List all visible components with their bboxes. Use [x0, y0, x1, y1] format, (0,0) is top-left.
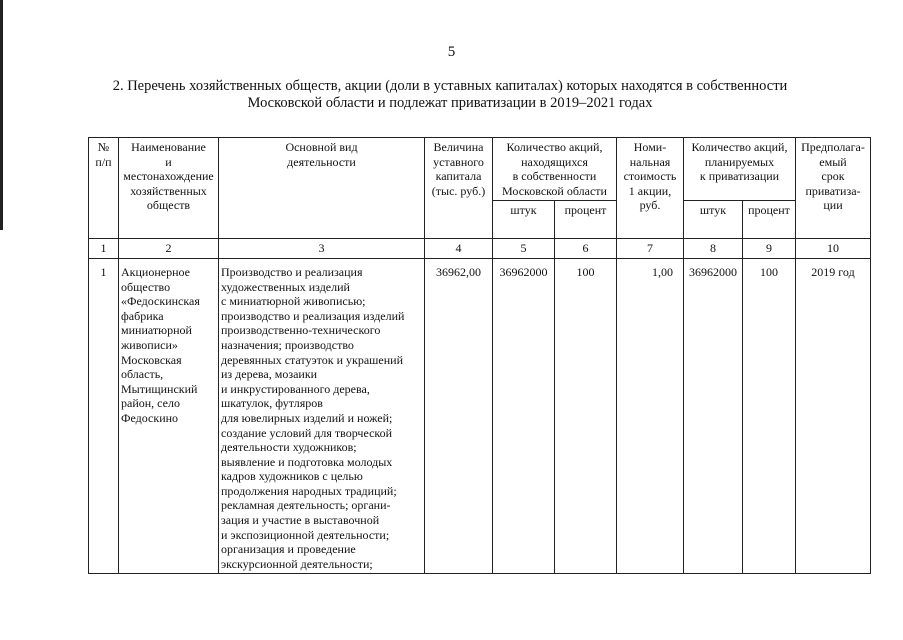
table-row: [89, 258, 871, 573]
heading-line-2: Московской области и подлежат приватизации в 2019–2021 годах: [247, 95, 653, 111]
header-activity: Основной вид деятельности: [219, 138, 425, 239]
row-owned-pieces: 36962000: [493, 258, 555, 573]
row-term: 2019 год: [796, 258, 871, 573]
section-heading: [70, 78, 830, 112]
column-number: 5: [493, 239, 555, 259]
column-number: 10: [796, 239, 871, 259]
column-number: 2: [119, 239, 219, 259]
row-nominal: 1,00: [617, 258, 684, 573]
header-owned-pieces: штук: [493, 201, 555, 239]
header-planned-pieces: штук: [684, 201, 743, 239]
column-number: 6: [555, 239, 617, 259]
page-number: 5: [447, 44, 456, 60]
header-planned-group: Количество акций, планируемых к приватизации: [684, 138, 796, 201]
column-number: 3: [219, 239, 425, 259]
header-nominal: Номи- нальная стоимость 1 акции, руб.: [617, 138, 684, 239]
header-row-1: [89, 138, 871, 201]
header-no: № п/п: [89, 138, 119, 239]
header-name: Наименование и местонахождение хозяйственных обществ: [119, 138, 219, 239]
page-edge-bar: [0, 0, 3, 230]
header-planned-percent: процент: [743, 201, 796, 239]
header-owned-percent: процент: [555, 201, 617, 239]
privatization-table: [88, 137, 871, 574]
row-activity: Производство и реализация художественных изделий с миниатюрной живописью; производство и реализация изделий производственно-технического назначения; производство деревянных статуэток и украшений из дерева, мозаики и инкрустированного дерева, шкатулок, футляров для ювелирных изделий и ножей; создание условий для творческой деятельности художников; выявление и подготовка молодых кадров художников с целью продолжения народных традиций; рекламная деятельность; органи- зация и участие в выставочной и экспозиционной деятельности; организация и проведение экскурсионной деятельности;: [219, 258, 425, 573]
row-company-name: Акционерное общество «Федоскинская фабрика миниатюрной живописи» Московская область, Мытищинский район, село Федоскино: [119, 258, 219, 573]
row-no: 1: [89, 258, 119, 573]
column-number: 1: [89, 239, 119, 259]
heading-line-1: 2. Перечень хозяйственных обществ, акции (доли в уставных капиталах) которых находятся в собственности: [112, 78, 788, 94]
row-planned-pieces: 36962000: [684, 258, 743, 573]
column-number: 4: [425, 239, 493, 259]
column-number: 9: [743, 239, 796, 259]
column-number: 8: [684, 239, 743, 259]
header-owned-group: Количество акций, находящихся в собственности Московской области: [493, 138, 617, 201]
header-capital: Величина уставного капитала (тыс. руб.): [425, 138, 493, 239]
column-number: 7: [617, 239, 684, 259]
column-number-row: [89, 239, 871, 259]
row-planned-percent: 100: [743, 258, 796, 573]
row-capital: 36962,00: [425, 258, 493, 573]
header-term: Предполага- емый срок приватиза- ции: [796, 138, 871, 239]
row-owned-percent: 100: [555, 258, 617, 573]
